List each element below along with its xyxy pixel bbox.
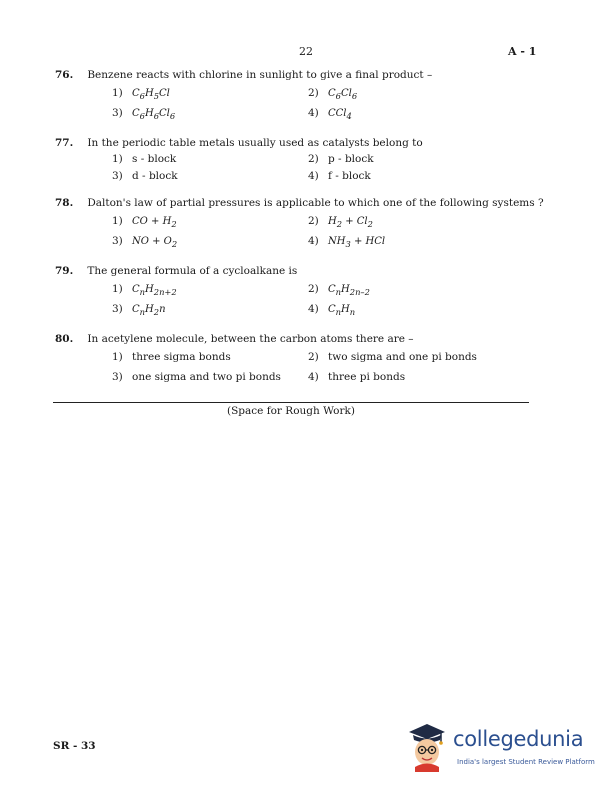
brand-tagline: India's largest Student Review Platform	[457, 758, 595, 766]
footer-code: SR - 33	[53, 740, 96, 752]
question-text: The general formula of a cycloalkane is	[87, 265, 298, 277]
question-79	[55, 263, 555, 319]
option-3: 3) NO + $O_2$	[112, 235, 178, 249]
question-number: 77.	[55, 137, 74, 149]
option-1: 1) CO + $H_2$	[112, 215, 177, 229]
option-4: 4) three pi bonds	[308, 371, 406, 383]
brand-name: collegedunia	[453, 727, 584, 751]
option-4: 4) $NH_3$ + HCl	[308, 235, 386, 249]
option-2: 2) two sigma and one pi bonds	[308, 351, 477, 363]
question-text: In the periodic table metals usually used as catalysts belong to	[87, 137, 423, 149]
option-1: 1) s - block	[112, 153, 177, 165]
option-1: 1) three sigma bonds	[112, 351, 231, 363]
option-4: 4) $C_nH_n$	[308, 303, 356, 317]
option-2: 2) p - block	[308, 153, 374, 165]
option-1: 1) $C_6H_5Cl$	[112, 87, 170, 101]
question-number: 79.	[55, 265, 74, 277]
question-number: 80.	[55, 333, 74, 345]
option-3: 3) one sigma and two pi bonds	[112, 371, 281, 383]
option-4: 4) f - block	[308, 170, 371, 182]
option-3: 3) $C_6H_6Cl_6$	[112, 107, 176, 121]
set-code: A - 1	[508, 45, 537, 58]
question-number: 78.	[55, 197, 74, 209]
question-text: Dalton's law of partial pressures is applicable to which one of the following systems ?	[87, 197, 544, 209]
question-text: Benzene reacts with chlorine in sunlight to give a final product –	[87, 69, 433, 81]
question-number: 76.	[55, 69, 74, 81]
option-3: 3) d - block	[112, 170, 178, 182]
question-76	[55, 67, 555, 123]
rough-work-label: (Space for Rough Work)	[227, 405, 355, 417]
rough-work-divider	[53, 402, 529, 403]
student-mascot-icon	[405, 720, 447, 772]
option-1: 1) $C_nH_{2n+2}$	[112, 283, 177, 297]
option-2: 2) $C_6Cl_6$	[308, 87, 358, 101]
question-text: In acetylene molecule, between the carbon atoms there are –	[87, 333, 414, 345]
option-2: 2) $C_nH_{2n-2}$	[308, 283, 370, 297]
option-3: 3) $C_nH_2n$	[112, 303, 166, 317]
option-2: 2) $H_2 + Cl_2$	[308, 215, 373, 229]
option-4: 4) CCl$_4$	[308, 107, 352, 121]
question-80	[55, 331, 555, 387]
question-78	[55, 195, 585, 251]
question-77	[55, 135, 555, 185]
collegedunia-watermark	[405, 718, 595, 774]
page-number: 22	[299, 45, 313, 58]
